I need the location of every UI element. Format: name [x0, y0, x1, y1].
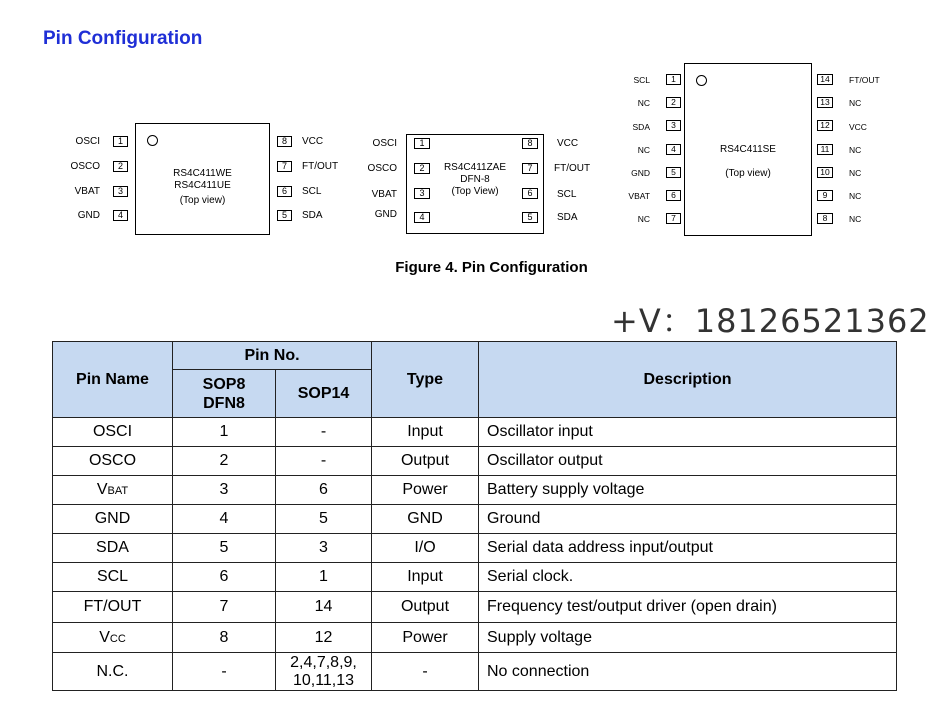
chip-sop14-pin-3-name: SDA	[632, 122, 650, 132]
chip-sop14-pin-14-name: FT/OUT	[849, 75, 880, 85]
cell-description: Battery supply voltage	[479, 476, 897, 505]
chip-dfn8-pin-5-name: SDA	[557, 212, 578, 223]
chip-sop8-pin-1: 1	[113, 136, 128, 147]
cell-sop8: 4	[173, 505, 276, 534]
chip-dfn8-pin-6: 6	[522, 188, 538, 199]
cell-sop8: 8	[173, 623, 276, 653]
chip-sop14-pin-11: 11	[817, 144, 833, 155]
chip-sop14-name: RS4C411SE	[720, 144, 776, 155]
cell-description: Serial clock.	[479, 563, 897, 592]
chip-dfn8-pin-8-name: VCC	[557, 138, 579, 149]
chip-sop8-name-1: RS4C411WE	[173, 168, 232, 179]
chip-sop8-pin-7: 7	[277, 161, 292, 172]
cell-pin-name: SCL	[53, 563, 173, 592]
chip-sop8-pin-4-name: GND	[77, 210, 100, 221]
chip-dfn8-pin-5: 5	[522, 212, 538, 223]
chip-sop14-pin-3: 3	[666, 120, 681, 131]
table-row	[53, 653, 897, 691]
chip-sop14-pin-4: 4	[666, 144, 681, 155]
cell-sop14: 6	[276, 476, 372, 505]
header-pin-name: Pin Name	[53, 342, 173, 418]
cell-sop14: 12	[276, 623, 372, 653]
cell-pin-name: OSCI	[53, 418, 173, 447]
chip-dfn8-pin-1-name: OSCI	[372, 138, 397, 149]
table-row	[53, 623, 897, 653]
chip-sop14-pin-7: 7	[666, 213, 681, 224]
table-row	[53, 418, 897, 447]
chip-sop8-pin-8-name: VCC	[302, 136, 324, 147]
chip-dfn8-pin-7: 7	[522, 163, 538, 174]
chip-sop8-pin-3: 3	[113, 186, 128, 197]
cell-description: No connection	[479, 653, 897, 691]
chip-sop8-pin-2-name: OSCO	[70, 161, 100, 172]
table-row	[53, 447, 897, 476]
chip-sop14-pin-11-name: NC	[849, 145, 862, 155]
chip-dfn8-pin-3-name: VBAT	[371, 189, 397, 200]
cell-sop8: 7	[173, 592, 276, 623]
chip-dfn8-pin-4: 4	[414, 212, 430, 223]
cell-sop8: 1	[173, 418, 276, 447]
chip-sop8-pin-6-name: SCL	[302, 186, 322, 197]
chip-dfn8-pin-7-name: FT/OUT	[554, 163, 591, 174]
chip-sop14-pin-10-name: NC	[849, 168, 862, 178]
chip-sop14-pin-13-name: NC	[849, 98, 862, 108]
chip-dfn8-pin-1: 1	[414, 138, 430, 149]
chip-sop8-pin-2: 2	[113, 161, 128, 172]
cell-pin-name: FT/OUT	[53, 592, 173, 623]
cell-sop14: -	[276, 418, 372, 447]
chip-sop8-pin-6: 6	[277, 186, 292, 197]
cell-type: Output	[372, 592, 479, 623]
chip-sop14-pin-8: 8	[817, 213, 833, 224]
chip-sop14-pin-12: 12	[817, 120, 833, 131]
cell-pin-name	[53, 476, 173, 505]
cell-type: GND	[372, 505, 479, 534]
cell-description: Serial data address input/output	[479, 534, 897, 563]
cell-sop8: 5	[173, 534, 276, 563]
cell-sop8: -	[173, 653, 276, 691]
chip-sop14-pin-1-name: SCL	[633, 75, 650, 85]
header-type: Type	[372, 342, 479, 418]
cell-pin-name: OSCO	[53, 447, 173, 476]
chip-dfn8-pin-6-name: SCL	[557, 189, 577, 200]
chip-sop8-pin-3-name: VBAT	[74, 186, 100, 197]
header-pin-no: Pin No.	[173, 342, 372, 370]
pin-name-subscript: CC	[109, 632, 126, 645]
cell-pin-name	[53, 623, 173, 653]
chip-sop14-pin-14: 14	[817, 74, 833, 85]
chip-dfn8-pin-2-name: OSCO	[367, 163, 397, 174]
chip-sop8-name-2: RS4C411UE	[174, 180, 231, 191]
chip-sop14-pin-9-name: NC	[849, 191, 862, 201]
cell-sop14: 5	[276, 505, 372, 534]
table-row	[53, 505, 897, 534]
cell-description: Oscillator input	[479, 418, 897, 447]
chip-sop14-body	[684, 63, 812, 236]
header-description: Description	[479, 342, 897, 418]
chip-dfn8-pin-8: 8	[522, 138, 538, 149]
cell-sop8: 6	[173, 563, 276, 592]
header-sop8-dfn8	[173, 370, 276, 418]
chip-sop8-view: (Top view)	[179, 195, 226, 206]
cell-sop8: 2	[173, 447, 276, 476]
chip-sop14-pin-12-name: VCC	[849, 122, 867, 132]
chip-sop14-pin-7-name: NC	[637, 214, 650, 224]
cell-pin-name: N.C.	[53, 653, 173, 691]
cell-description: Oscillator output	[479, 447, 897, 476]
chip-sop14-pin-4-name: NC	[637, 145, 650, 155]
chip-sop8-pin-5: 5	[277, 210, 292, 221]
chip-sop14-pin-10: 10	[817, 167, 833, 178]
chip-sop8-pin-1-name: OSCI	[75, 136, 100, 147]
chip-sop8-body	[135, 123, 270, 235]
chip-dfn8-pin-3: 3	[414, 188, 430, 199]
chip-dfn8-pin-4-name: GND	[374, 209, 397, 220]
chip-dfn8-name-1: RS4C411ZAE	[443, 162, 507, 173]
cell-type: Power	[372, 623, 479, 653]
chip-sop14-pin-2-name: NC	[637, 98, 650, 108]
figure-caption: Figure 4. Pin Configuration	[395, 259, 588, 276]
cell-sop8: 3	[173, 476, 276, 505]
cell-sop14: 1	[276, 563, 372, 592]
table-row	[53, 534, 897, 563]
cell-pin-name: SDA	[53, 534, 173, 563]
table-row	[53, 592, 897, 623]
pin-description-table	[52, 341, 897, 691]
chip-sop14-pin-13: 13	[817, 97, 833, 108]
cell-type: Input	[372, 563, 479, 592]
chip-sop8-pin-7-name: FT/OUT	[302, 161, 339, 172]
pin-name-subscript: BAT	[107, 485, 129, 497]
chip-sop14-pin-8-name: NC	[849, 214, 862, 224]
cell-description: Supply voltage	[479, 623, 897, 653]
cell-sop14: -	[276, 447, 372, 476]
cell-type: Input	[372, 418, 479, 447]
cell-pin-name: GND	[53, 505, 173, 534]
chip-sop14-pin-5: 5	[666, 167, 681, 178]
header-dfn8: DFN8	[203, 394, 245, 412]
header-sop8: SOP8	[202, 375, 246, 393]
page-heading: Pin Configuration	[43, 28, 203, 49]
pin1-marker-icon	[696, 75, 707, 86]
table-row	[53, 476, 897, 505]
cell-sop14: 14	[276, 592, 372, 623]
header-sop14: SOP14	[276, 370, 372, 418]
chip-dfn8-view: (Top View)	[451, 186, 499, 197]
table-header-row	[53, 342, 897, 370]
chip-sop14-pin-6: 6	[666, 190, 681, 201]
chip-dfn8-pin-2: 2	[414, 163, 430, 174]
pin-name-main: V	[96, 481, 108, 498]
chip-sop8-pin-8: 8	[277, 136, 292, 147]
chip-sop8-pin-4: 4	[113, 210, 128, 221]
pin-name-main: V	[99, 628, 110, 646]
cell-sop14-line-2: 10,11,13	[292, 671, 355, 689]
cell-type: Output	[372, 447, 479, 476]
pin1-marker-icon	[147, 135, 158, 146]
chip-sop14-pin-1: 1	[666, 74, 681, 85]
chip-sop14-pin-2: 2	[666, 97, 681, 108]
chip-sop14-pin-5-name: GND	[631, 168, 650, 178]
watermark-text: +V：18126521362	[611, 302, 930, 340]
cell-description: Ground	[479, 505, 897, 534]
cell-sop14: 3	[276, 534, 372, 563]
chip-sop14-pin-6-name: VBAT	[628, 191, 650, 201]
chip-dfn8-name-2: DFN-8	[460, 174, 490, 185]
table-row	[53, 563, 897, 592]
chip-sop14-view: (Top view)	[725, 168, 771, 179]
cell-sop14	[276, 653, 372, 691]
cell-type: I/O	[372, 534, 479, 563]
chip-sop14-pin-9: 9	[817, 190, 833, 201]
cell-type: -	[372, 653, 479, 691]
cell-sop14-line-1: 2,4,7,8,9,	[290, 653, 357, 671]
chip-sop8-pin-5-name: SDA	[302, 210, 323, 221]
cell-type: Power	[372, 476, 479, 505]
cell-description: Frequency test/output driver (open drain)	[479, 592, 897, 623]
